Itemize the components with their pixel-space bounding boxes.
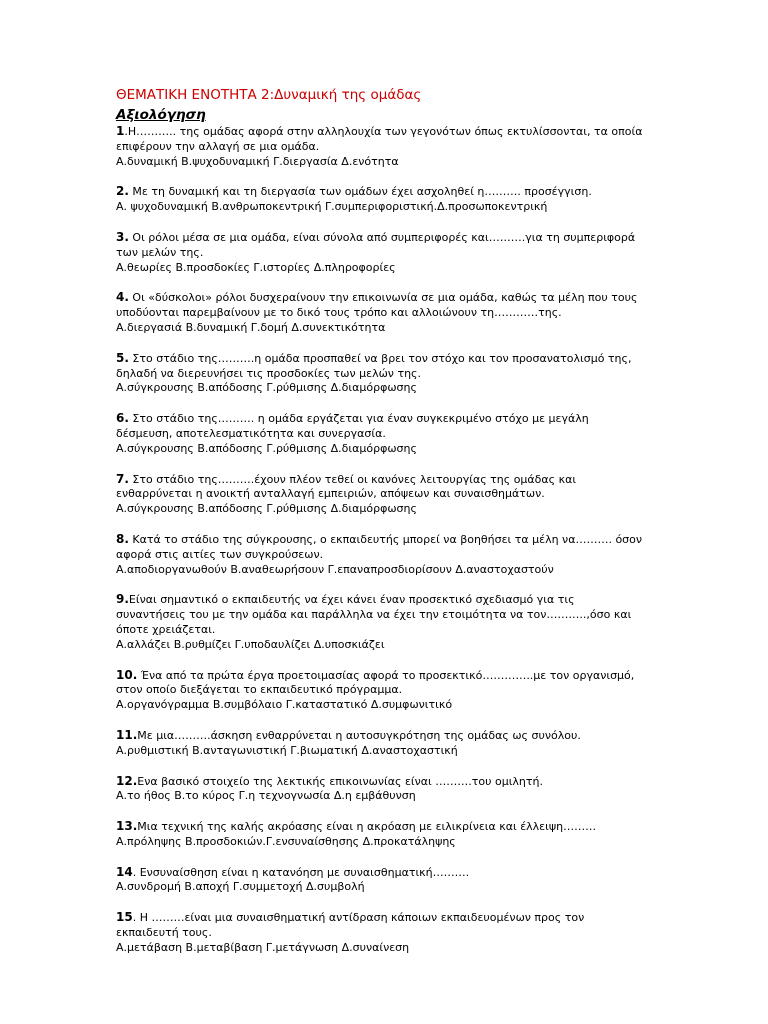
question-number: 4. [116, 290, 129, 305]
question-number: 7. [116, 471, 129, 486]
question-options: Α.σύγκρουσης Β.απόδοσης Γ.ρύθμισης Δ.διαμόρφωσης [116, 381, 417, 395]
question-item [116, 351, 646, 396]
question-options: Α.το ήθος Β.το κύρος Γ.η τεχνογνωσία Δ.η εμβάθυνση [116, 789, 416, 803]
question-number: 6. [116, 411, 129, 426]
question-number: 10. [116, 667, 138, 682]
question-text: Οι ρόλοι μέσα σε μια ομάδα, είναι σύνολα από συμπεριφορές και……….για τη συμπεριφορά των μελών της. [116, 230, 636, 259]
question-number: 15 [116, 910, 133, 925]
question-options: Α.πρόληψης Β.προσδοκιών.Γ.ενσυναίσθησης Δ.προκατάληψης [116, 834, 456, 848]
question-item [116, 819, 646, 850]
question-text: . Ενσυναίσθηση είναι η κατανόηση με συναισθηματική………. [132, 865, 470, 879]
question-item [116, 124, 646, 169]
question-text: Στο στάδιο της……….η ομάδα προσπαθεί να βρει τον στόχο και τον προσανατολισμό της, δηλαδή να διερευνήσει τις προσδοκίες των μελών της. [116, 351, 632, 380]
question-number: 8. [116, 531, 129, 546]
section-subtitle: Αξιολόγηση [116, 107, 206, 123]
question-item [116, 592, 646, 652]
question-number: 1 [116, 124, 125, 138]
question-item [116, 230, 646, 275]
question-item [116, 865, 646, 896]
question-number: 5. [116, 350, 129, 365]
question-number: 2. [116, 184, 129, 199]
question-options: Α.συνδρομή Β.αποχή Γ.συμμετοχή Δ.συμβολή [116, 880, 365, 894]
question-options: Α.θεωρίες Β.προσδοκίες Γ.ιστορίες Δ.πληροφορίες [116, 260, 396, 274]
question-options: Α.σύγκρουσης Β.απόδοσης Γ.ρύθμισης Δ.διαμόρφωσης [116, 502, 417, 516]
document-content [116, 86, 646, 971]
question-text: Κατά το στάδιο της σύγκρουσης, ο εκπαιδευτής μπορεί να βοηθήσει τα μέλη να………. όσον αφορά στις αιτίες των συγκρούσεων. [116, 532, 643, 561]
question-text: Στο στάδιο της……….έχουν πλέον τεθεί οι κανόνες λειτουργίας της ομάδας και ενθαρρύνεται η ανοικτή ανταλλαγή εμπειριών, απόψεων και συναισθημάτων. [116, 472, 577, 501]
page-title: ΘΕΜΑΤΙΚΗ ΕΝΟΤΗΤΑ 2:Δυναμική της ομάδας [116, 87, 422, 103]
question-text: . Η ………είναι μια συναισθηματική αντίδραση κάποιων εκπαιδευομένων προς τον εκπαιδευτή τους. [116, 911, 585, 940]
question-text: Στο στάδιο της………. η ομάδα εργάζεται για έναν συγκεκριμένο στόχο με μεγάλη δέσμευση, αποτελεσματικότητα και συνεργασία. [116, 412, 589, 440]
question-options: Α.δυναμική Β.ψυχοδυναμική Γ.διεργασία Δ.ενότητα [116, 154, 399, 168]
question-number: 12. [116, 773, 138, 788]
question-number: 14 [116, 864, 133, 879]
question-item [116, 774, 646, 805]
question-options: Α.διεργασιά Β.δυναμική Γ.δομή Δ.συνεκτικότητα [116, 320, 386, 334]
question-number: 9. [116, 592, 129, 607]
question-options: Α.αλλάζει Β.ρυθμίζει Γ.υποδαυλίζει Δ.υποσκιάζει [116, 637, 385, 651]
question-options: Α.οργανόγραμμα Β.συμβόλαιο Γ.καταστατικό Δ.συμφωνιτικό [116, 698, 453, 712]
question-item [116, 910, 646, 955]
question-number: 11. [116, 727, 138, 742]
question-options: Α.αποδιοργανωθούν Β.αναθεωρήσουν Γ.επαναπροσδιορίσουν Δ.αναστοχαστούν [116, 562, 554, 576]
question-text: Μια τεχνική της καλής ακρόασης είναι η ακρόαση με ειλικρίνεια και έλλειψη……… [137, 820, 597, 834]
question-item [116, 472, 646, 517]
question-number: 3. [116, 229, 129, 244]
question-options: Α.σύγκρουσης Β.απόδοσης Γ.ρύθμισης Δ.διαμόρφωσης [116, 441, 417, 455]
question-text: Οι «δύσκολοι» ρόλοι δυσχεραίνουν την επικοινωνία σε μια ομάδα, καθώς τα μέλη που τους υποδύονται παρεμβαίνουν με το δικό τους τρόπο και αλλοιώνουν τη…………της. [116, 291, 638, 320]
question-text: Με μια……….άσκηση ενθαρρύνεται η αυτοσυγκρότηση της ομάδας ως συνόλου. [137, 728, 581, 742]
question-item [116, 532, 646, 577]
question-item [116, 290, 646, 335]
question-text: Με τη δυναμική και τη διεργασία των ομάδων έχει ασχοληθεί η………. προσέγγιση. [128, 185, 592, 199]
question-item [116, 184, 646, 215]
question-list [116, 124, 646, 956]
question-options: Α. ψυχοδυναμική Β.ανθρωποκεντρική Γ.συμπεριφοριστική.Δ.προσωποκεντρική [116, 200, 548, 214]
question-item [116, 411, 646, 456]
question-item [116, 668, 646, 713]
question-text: .Η……….. της ομάδας αφορά στην αλληλουχία των γεγονότων όπως εκτυλίσσονται, τα οποία επιφέρουν την αλλαγή σε μια ομάδα. [116, 125, 643, 153]
question-options: Α.μετάβαση Β.μεταβίβαση Γ.μετάγνωση Δ.συναίνεση [116, 940, 410, 954]
question-options: Α.ρυθμιστική Β.ανταγωνιστική Γ.βιωματική Δ.αναστοχαστική [116, 743, 458, 757]
question-text: Ένα από τα πρώτα έργα προετοιμασίας αφορά το προσεκτικό…………..με τον οργανισμό, στον οποίο διεξάγεται το εκπαιδευτικό πρόγραμμα. [116, 668, 635, 697]
question-number: 13. [116, 819, 138, 834]
question-text: Είναι σημαντικό ο εκπαιδευτής να έχει κάνει έναν προσεκτικό σχεδιασμό για τις συναντήσεις του με την ομάδα και παράλληλα να έχει την ετοιμότητα να τον………..,όσο και όποτε χρειάζεται. [116, 593, 632, 636]
question-text: Ενα βασικό στοιχείο της λεκτικής επικοινωνίας είναι ……….του ομιλητή. [137, 774, 543, 788]
question-item [116, 728, 646, 759]
